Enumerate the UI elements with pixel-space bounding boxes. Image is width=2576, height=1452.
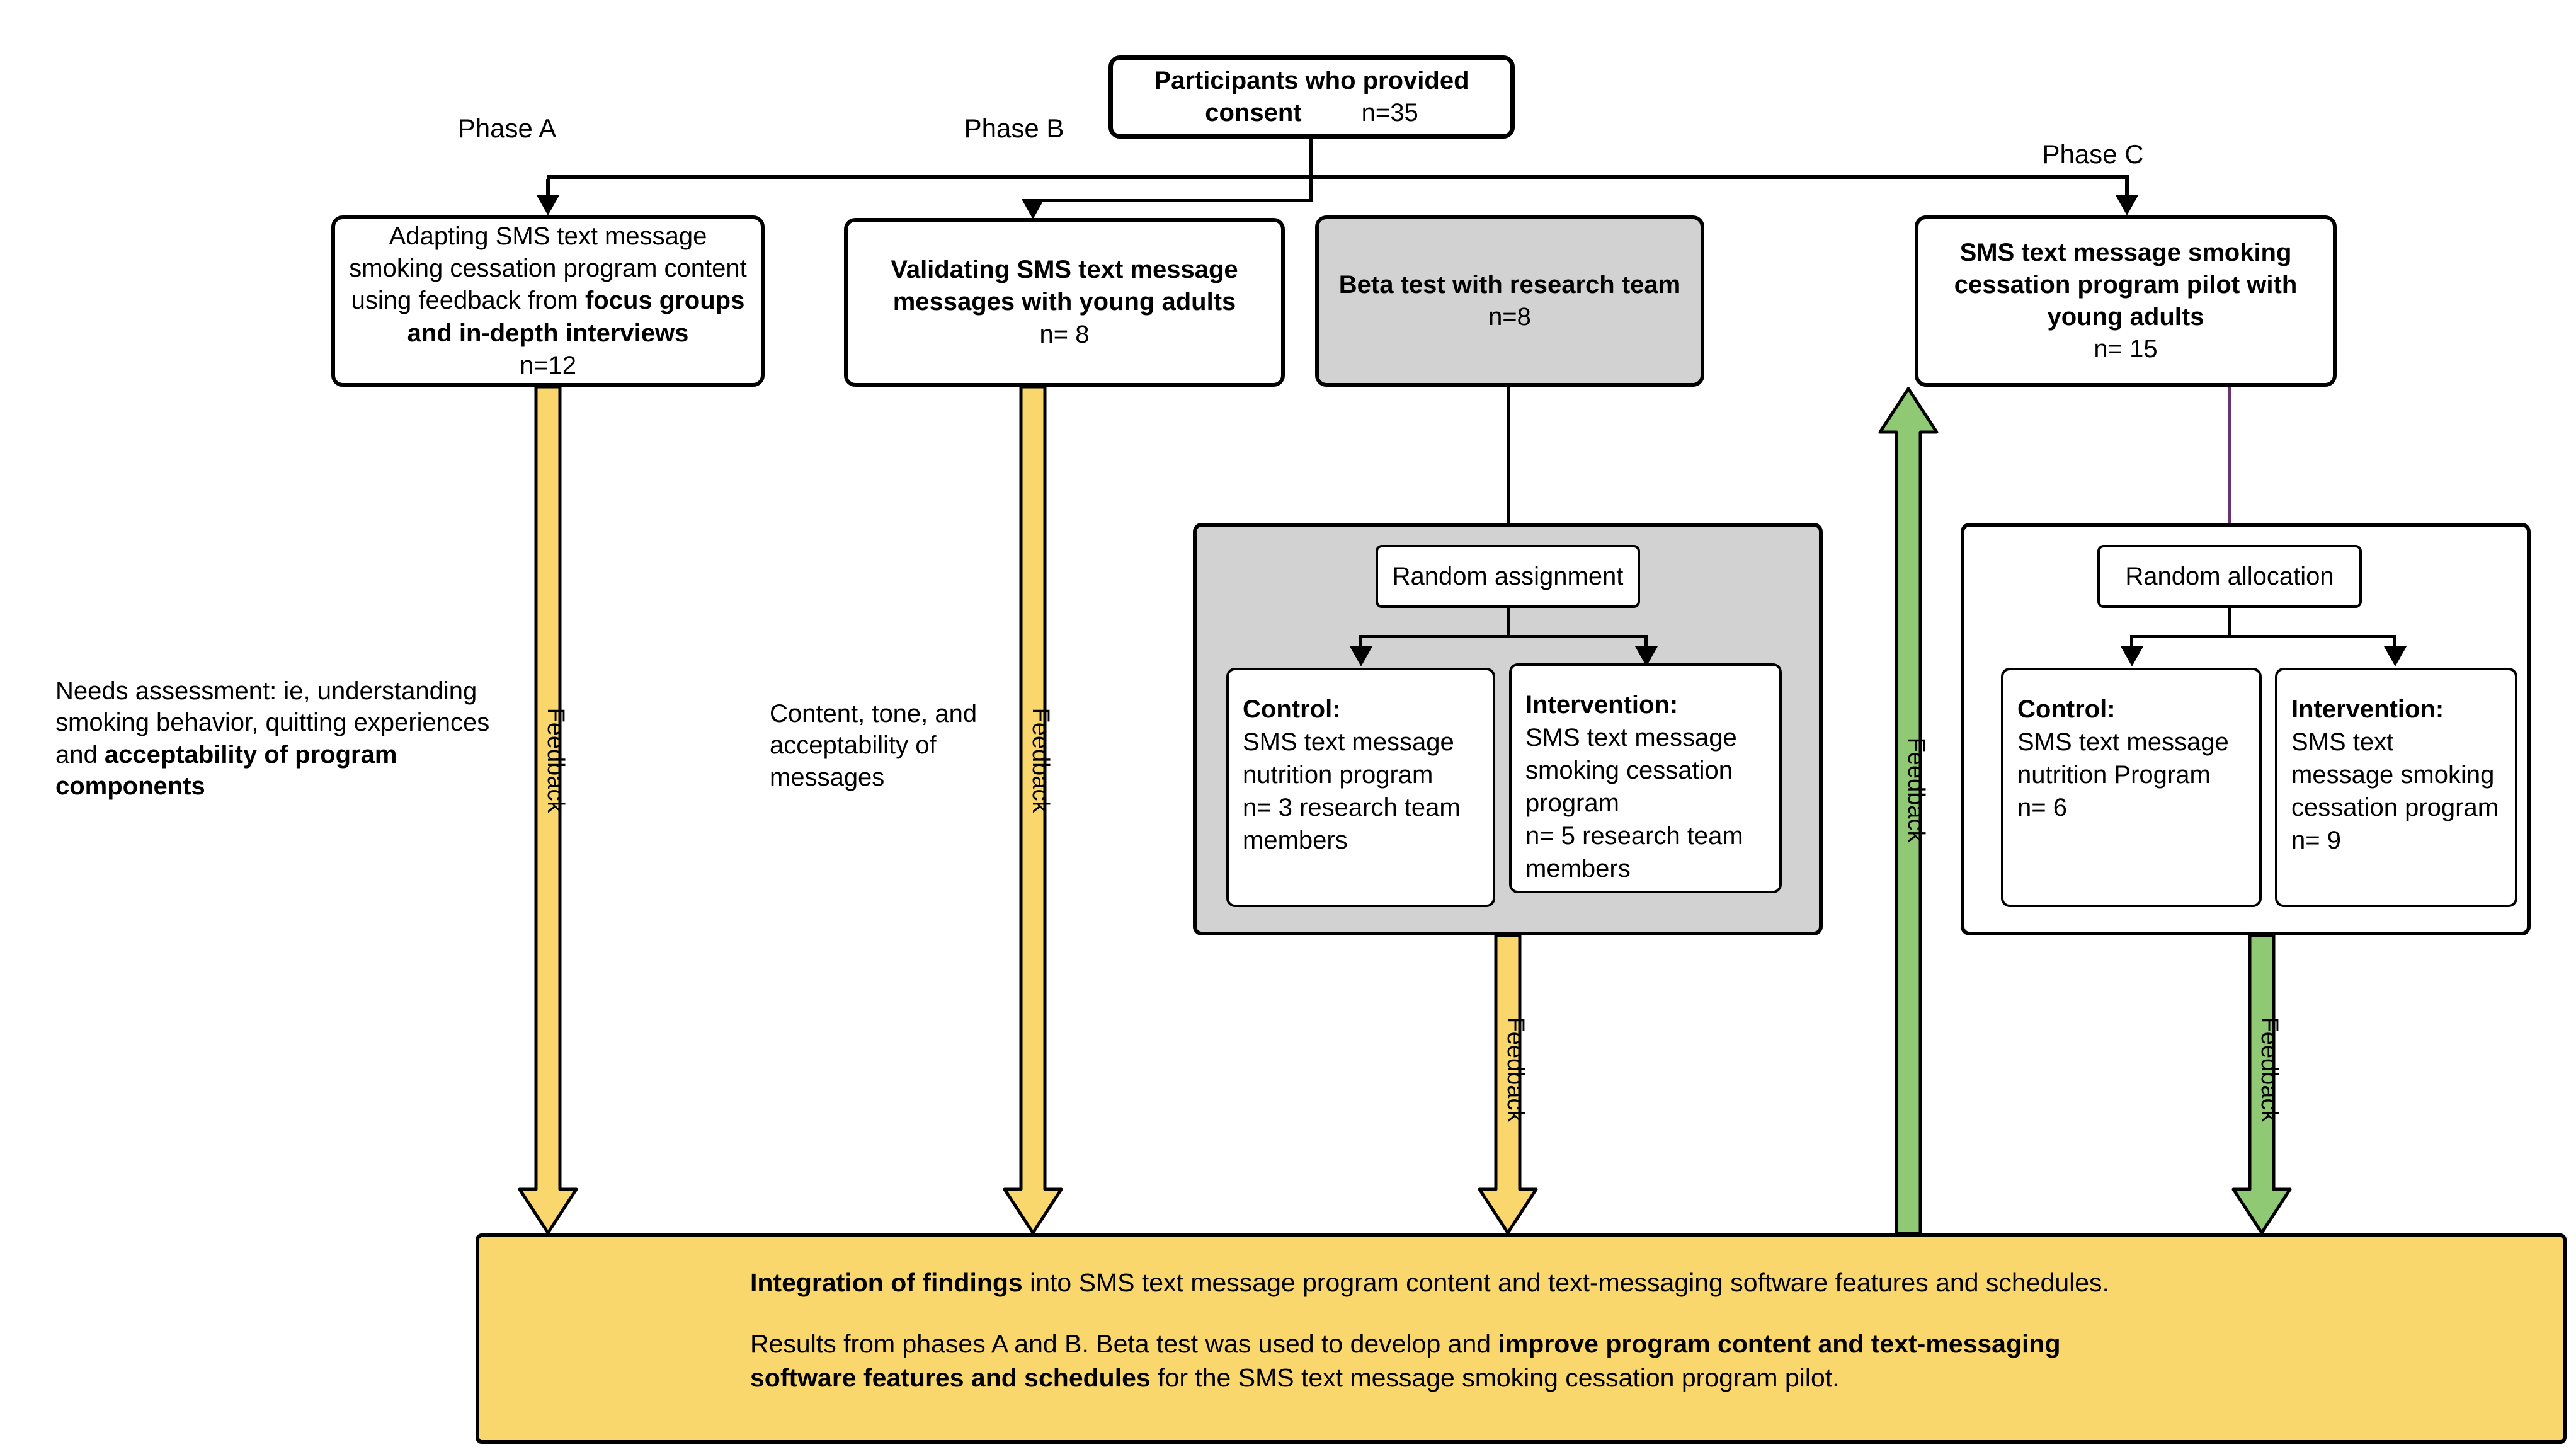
- connector-b-horizontal: [1033, 199, 1313, 202]
- phase-a-label: Phase A: [457, 113, 557, 143]
- beta-test-text: Beta test with research team: [1338, 270, 1681, 299]
- connector-drop-c: [2125, 179, 2129, 197]
- intervention-beta-n: n= 5 research team members: [1525, 822, 1743, 883]
- control-beta-n: n= 3 research team members: [1243, 794, 1461, 854]
- random-assignment-box: Random assignment: [1376, 545, 1640, 608]
- phase-a-box: [331, 215, 765, 387]
- connector-drop-a: [546, 179, 550, 197]
- feedback-label-beta: Feedback: [1502, 1017, 1529, 1123]
- needs-assessment-bold: acceptability of program components: [55, 740, 397, 801]
- arrowhead-rl-right: [2384, 646, 2407, 666]
- content-tone-note: Content, tone, and acceptability of messages: [770, 700, 977, 791]
- phase-c-box: [1915, 215, 2337, 387]
- feedback-arrow-pilot-up-icon: [1878, 387, 1939, 1235]
- phase-b-label: Phase B: [964, 113, 1064, 143]
- needs-assessment-regular: Needs assessment: ie, understanding smoking behavior, quitting experiences and: [55, 677, 490, 769]
- connector-consent-down: [1309, 139, 1313, 179]
- intervention-box-pilot: [2275, 668, 2517, 907]
- feedback-arrow-pilot-down-icon: [2231, 934, 2292, 1235]
- connector-ra-left-stub: [1359, 635, 1362, 648]
- consent-word: consent: [1205, 99, 1302, 127]
- intervention-pilot-n: n= 9: [2291, 826, 2341, 854]
- needs-assessment-note: [55, 675, 506, 803]
- intervention-beta-title: Intervention:: [1525, 691, 1678, 719]
- phase-c-n: n= 15: [2094, 335, 2158, 363]
- integration-p1-rest: into SMS text message program content and text-messaging software features and schedules.: [1022, 1268, 2109, 1297]
- phase-b-text: Validating SMS text message messages with young adults: [891, 256, 1238, 316]
- control-pilot-body: SMS text message nutrition Program: [2017, 728, 2229, 789]
- beta-test-box: [1315, 215, 1704, 387]
- phase-a-text: [344, 220, 752, 350]
- consent-n: n=35: [1361, 99, 1418, 127]
- intervention-pilot-body: SMS text message smoking cessation program: [2291, 728, 2499, 821]
- control-box-pilot: [2001, 668, 2262, 907]
- consent-line2: [1205, 97, 1418, 129]
- integration-p2-pre: Results from phases A and B. Beta test was used to develop and: [750, 1329, 1498, 1359]
- connector-rl-bar: [2130, 635, 2396, 638]
- control-box-beta: [1226, 668, 1495, 907]
- arrowhead-a: [537, 195, 559, 215]
- integration-box: [476, 1233, 2567, 1444]
- phase-a-text-regular: Adapting SMS text message smoking cessation program content using feedback from: [349, 222, 747, 315]
- phase-c-text: SMS text message smoking cessation program pilot with young adults: [1954, 238, 2298, 331]
- intervention-beta-body: SMS text message smoking cessation program: [1525, 724, 1737, 817]
- connector-rl-left-stub: [2130, 635, 2133, 648]
- feedback-arrow-phase-a-icon: [518, 386, 578, 1235]
- connector-main-horizontal: [547, 175, 2129, 179]
- control-pilot-n: n= 6: [2017, 794, 2067, 821]
- arrowhead-ra-left: [1350, 646, 1372, 666]
- feedback-label-pilot-up: Feedback: [1903, 737, 1929, 843]
- arrowhead-b: [1022, 199, 1044, 219]
- connector-beta-down: [1507, 387, 1510, 530]
- integration-p2-post: for the SMS text message smoking cessation program pilot.: [1150, 1363, 1840, 1392]
- connector-ra-bar: [1359, 635, 1648, 638]
- connector-rl-stem: [2228, 607, 2231, 637]
- feedback-label-b: Feedback: [1027, 707, 1054, 813]
- arrowhead-rl-left: [2121, 646, 2143, 666]
- integration-p2: [750, 1327, 2104, 1395]
- beta-test-n: n=8: [1488, 303, 1531, 331]
- connector-ra-stem: [1507, 607, 1510, 637]
- intervention-pilot-title: Intervention:: [2291, 695, 2444, 723]
- arrowhead-c: [2116, 195, 2138, 215]
- control-pilot-title: Control:: [2017, 695, 2116, 723]
- connector-rl-right-stub: [2393, 635, 2396, 648]
- consent-box: [1108, 55, 1515, 139]
- connector-pilot-down: [2228, 387, 2231, 530]
- feedback-arrow-beta-icon: [1478, 934, 1538, 1235]
- phase-a-n: n=12: [519, 351, 577, 379]
- feedback-label-pilot-down: Feedback: [2256, 1017, 2282, 1123]
- phase-b-box: [844, 218, 1285, 387]
- phase-a-text-bold: focus groups and in-depth interviews: [407, 287, 745, 347]
- feedback-arrow-phase-b-icon: [1003, 386, 1063, 1235]
- feedback-label-a: Feedback: [542, 707, 569, 813]
- phase-c-label: Phase C: [2042, 139, 2144, 169]
- consent-line1: Participants who provided: [1154, 66, 1469, 94]
- integration-p1-bold: Integration of findings: [750, 1268, 1023, 1297]
- random-allocation-box: Random allocation: [2097, 545, 2362, 608]
- integration-p2-bold: improve program content and text-messaging software features and schedules: [750, 1329, 2061, 1392]
- integration-p1: [750, 1266, 2488, 1300]
- control-beta-body: SMS text message nutrition program: [1243, 728, 1454, 789]
- connector-ra-right-stub: [1644, 635, 1648, 648]
- phase-b-n: n= 8: [1039, 320, 1090, 348]
- intervention-box-beta: [1509, 663, 1782, 893]
- control-beta-title: Control:: [1243, 695, 1341, 723]
